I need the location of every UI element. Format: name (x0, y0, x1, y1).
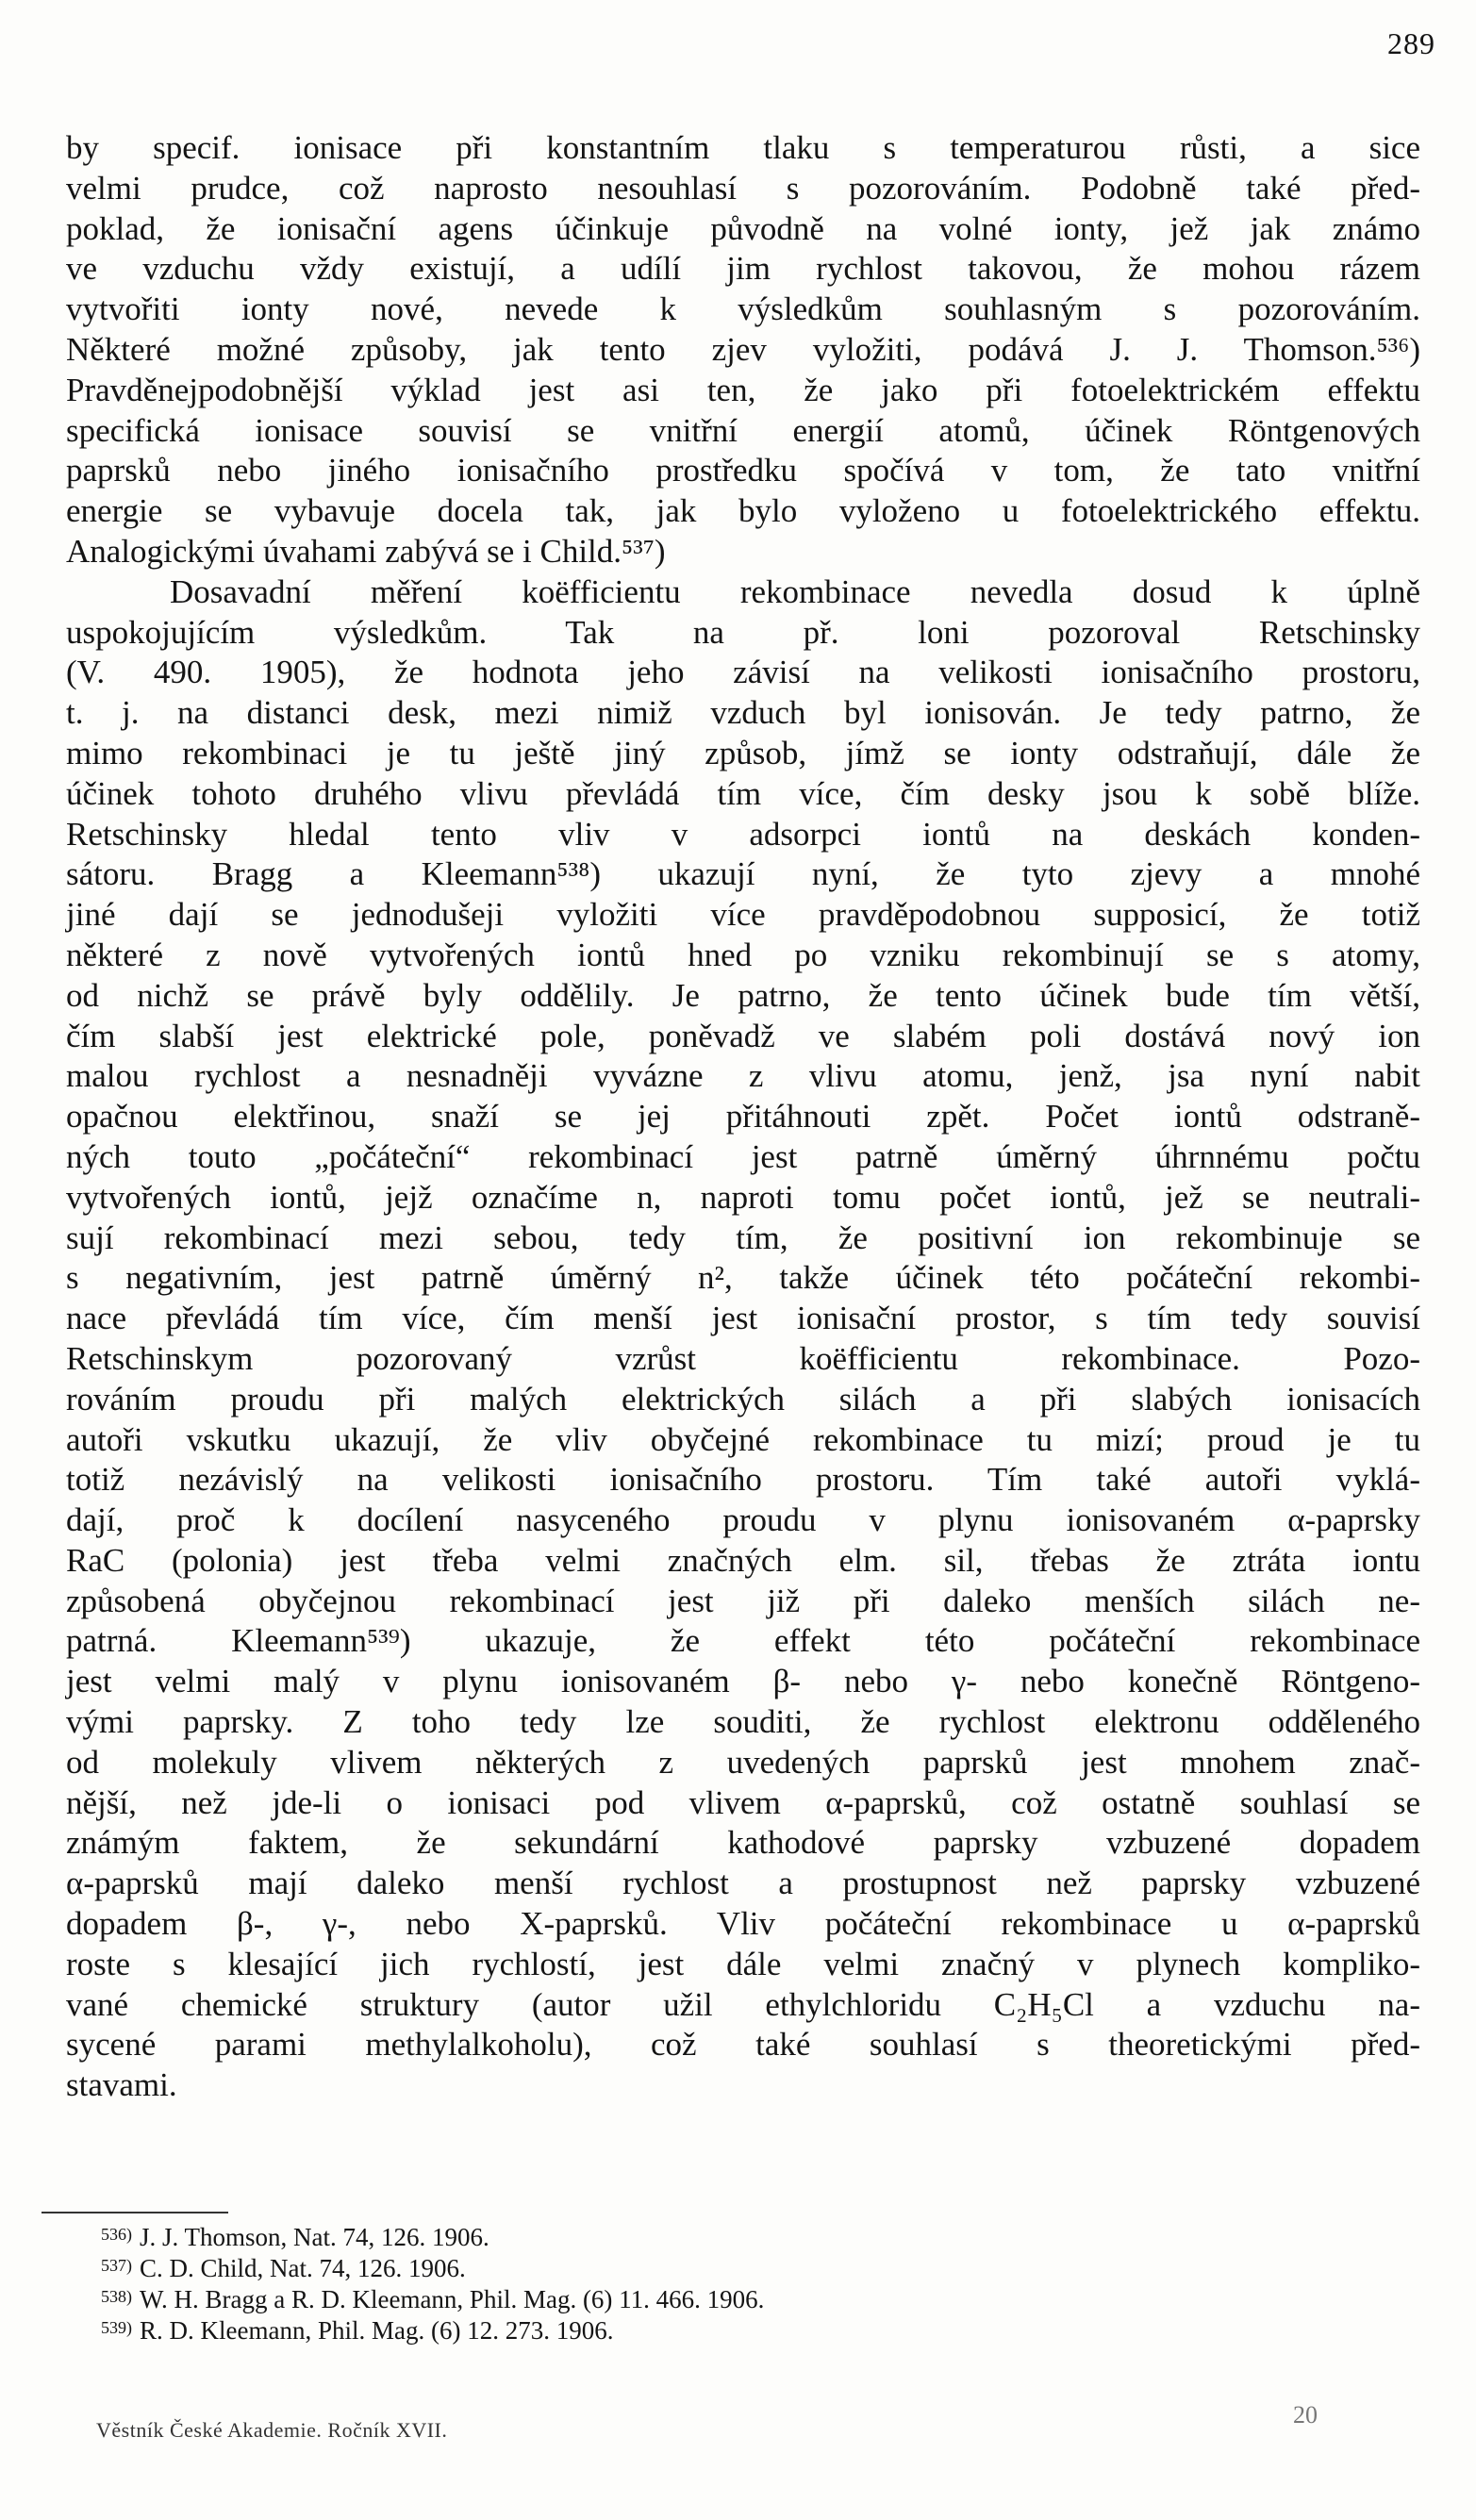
footnote-mark: 536) (101, 2225, 132, 2244)
text-line: od nichž se právě byly oddělily. Je patrno, že tento účinek bude tím větší, (66, 976, 1420, 1014)
text-line: (V. 490. 1905), že hodnota jeho závisí na velikosti ionisačního prostoru, (66, 654, 1420, 691)
text-line: opačnou elektřinou, snaží se jej přitáhnouti zpět. Počet iontů odstraně- (66, 1098, 1420, 1136)
text-line: jest velmi malý v plynu ionisovaném β- nebo γ- nebo konečně Röntgeno- (66, 1663, 1420, 1700)
text-line: sují rekombinací mezi sebou, tedy tím, že positivní ion rekombinuje se (66, 1219, 1420, 1256)
text-line: způsobená obyčejnou rekombinací jest již při daleko menších silách ne- (66, 1582, 1420, 1619)
text-line: vané chemické struktury (autor užil ethylchloridu C₂H₅Cl a vzduchu na- (66, 1985, 1420, 2023)
page-number: 289 (1387, 26, 1435, 60)
text-line: velmi prudce, což naprosto nesouhlasí s pozorováním. Podobně také před- (66, 169, 1420, 207)
text-line: paprsků nebo jiného ionisačního prostředku spočívá v tom, že tato vnitřní (66, 452, 1420, 489)
text-line: sátoru. Bragg a Kleemann⁵³⁸) ukazují nyní, že tyto zjevy a mnohé (66, 855, 1420, 893)
text-line: by specif. ionisace při konstantním tlaku s temperaturou růsti, a sice (66, 129, 1420, 166)
text-line: patrná. Kleemann⁵³⁹) ukazuje, že effekt této počáteční rekombinace (66, 1622, 1420, 1660)
body-text (66, 128, 1420, 2106)
journal-footer: Věstník České Akademie. Ročník XVII. (96, 2418, 448, 2442)
text-line: roste s klesající jich rychlostí, jest dále velmi značný v plynech kompliko- (66, 1945, 1420, 1982)
footnote-text: W. H. Bragg a R. D. Kleemann, Phil. Mag. (6) 11. 466. 1906. (140, 2285, 765, 2313)
text-line: ve vzduchu vždy existují, a udílí jim rychlost takovou, že mohou rázem (66, 250, 1420, 288)
footnote (101, 2253, 1415, 2284)
text-line: jiné dají se jednodušeji vyložiti více pravděpodobnou supposicí, že totiž (66, 896, 1420, 934)
text-line: čím slabší jest elektrické pole, poněvadž ve slabém poli dostává nový ion (66, 1017, 1420, 1054)
text-line: nace převládá tím více, čím menší jest ionisační prostor, s tím tedy souvisí (66, 1300, 1420, 1337)
text-line: dopadem β-, γ-, nebo X-paprsků. Vliv počáteční rekombinace u α-paprsků (66, 1905, 1420, 1943)
text-line: t. j. na distanci desk, mezi nimiž vzduch byl ionisován. Je tedy patrno, že (66, 694, 1420, 732)
text-line: malou rychlost a nesnadněji vyvázne z vlivu atomu, jenž, jsa nyní nabit (66, 1057, 1420, 1095)
footnote (101, 2315, 1415, 2346)
footnote-text: J. J. Thomson, Nat. 74, 126. 1906. (140, 2223, 489, 2251)
text-line: α-paprsků mají daleko menší rychlost a prostupnost než paprsky vzbuzené (66, 1865, 1420, 1902)
text-line: Retschinskym pozorovaný vzrůst koëfficientu rekombinace. Pozo- (66, 1339, 1420, 1377)
text-line: vými paprsky. Z toho tedy lze souditi, že rychlost elektronu odděleného (66, 1703, 1420, 1741)
text-line: dají, proč k docílení nasyceného proudu v plynu ionisovaném α-paprsky (66, 1501, 1420, 1539)
text-line: specifická ionisace souvisí se vnitřní energií atomů, účinek Röntgenových (66, 411, 1420, 449)
footnote-text: R. D. Kleemann, Phil. Mag. (6) 12. 273. 1906. (140, 2316, 614, 2345)
text-line: s negativním, jest patrně úměrný n², takže účinek této počáteční rekombi- (66, 1259, 1420, 1297)
text-line: nější, než jde-li o ionisaci pod vlivem α-paprsků, což ostatně souhlasí se (66, 1783, 1420, 1821)
footnote-mark: 537) (101, 2256, 132, 2275)
text-line: Analogickými úvahami zabývá se i Child.⁵³⁷) (66, 532, 666, 570)
text-line: uspokojujícím výsledkům. Tak na př. loni pozoroval Retschinsky (66, 613, 1420, 651)
text-line: ných touto „počáteční“ rekombinací jest patrně úměrný úhrnnému počtu (66, 1137, 1420, 1175)
text-line: od molekuly vlivem některých z uvedených paprsků jest mnohem znač- (66, 1743, 1420, 1781)
footnote (101, 2284, 1415, 2315)
text-line: RaC (polonia) jest třeba velmi značných elm. sil, třebas že ztráta iontu (66, 1541, 1420, 1579)
text-line: energie se vybavuje docela tak, jak bylo vyloženo u fotoelektrického effektu. (66, 492, 1420, 530)
text-line: Retschinsky hledal tento vliv v adsorpci iontů na deskách konden- (66, 815, 1420, 853)
text-line: Některé možné způsoby, jak tento zjev vyložiti, podává J. J. Thomson.⁵³⁶) (66, 330, 1420, 368)
text-line: sycené parami methylalkoholu), což také souhlasí s theoretickými před- (66, 2026, 1420, 2064)
footnote-mark: 539) (101, 2318, 132, 2337)
text-line: vytvořiti ionty nové, nevede k výsledkům souhlasným s pozorováním. (66, 290, 1420, 328)
footnotes (101, 2222, 1415, 2346)
text-line: některé z nově vytvořených iontů hned po vzniku rekombinují se s atomy, (66, 936, 1420, 973)
footnote-text: C. D. Child, Nat. 74, 126. 1906. (140, 2254, 466, 2282)
text-line: účinek tohoto druhého vlivu převládá tím více, čím desky jsou k sobě blíže. (66, 774, 1420, 812)
text-line: známým faktem, že sekundární kathodové paprsky vzbuzené dopadem (66, 1824, 1420, 1862)
text-line: vytvořených iontů, jejž označíme n, naproti tomu počet iontů, jež se neutrali- (66, 1178, 1420, 1216)
text-line: mimo rekombinaci je tu ještě jiný způsob, jímž se ionty odstraňují, dále že (66, 734, 1420, 771)
paragraph-first-line: Dosavadní měření koëfficientu rekombinace nevedla dosud k úplně (170, 572, 1420, 610)
footnote (101, 2222, 1415, 2253)
text-line: stavami. (66, 2066, 177, 2104)
text-line: poklad, že ionisační agens účinkuje původně na volné ionty, jež jak známo (66, 209, 1420, 247)
text-line: rováním proudu při malých elektrických silách a při slabých ionisacích (66, 1380, 1420, 1418)
footnote-mark: 538) (101, 2287, 132, 2306)
text-line: totiž nezávislý na velikosti ionisačního prostoru. Tím také autoři vyklá- (66, 1461, 1420, 1499)
footnote-divider (41, 2212, 228, 2213)
text-line: autoři vskutku ukazují, že vliv obyčejné rekombinace tu mizí; proud je tu (66, 1420, 1420, 1458)
text-line: Pravděnejpodobnější výklad jest asi ten, že jako při fotoelektrickém effektu (66, 371, 1420, 408)
signature-mark: 20 (1293, 2401, 1318, 2429)
